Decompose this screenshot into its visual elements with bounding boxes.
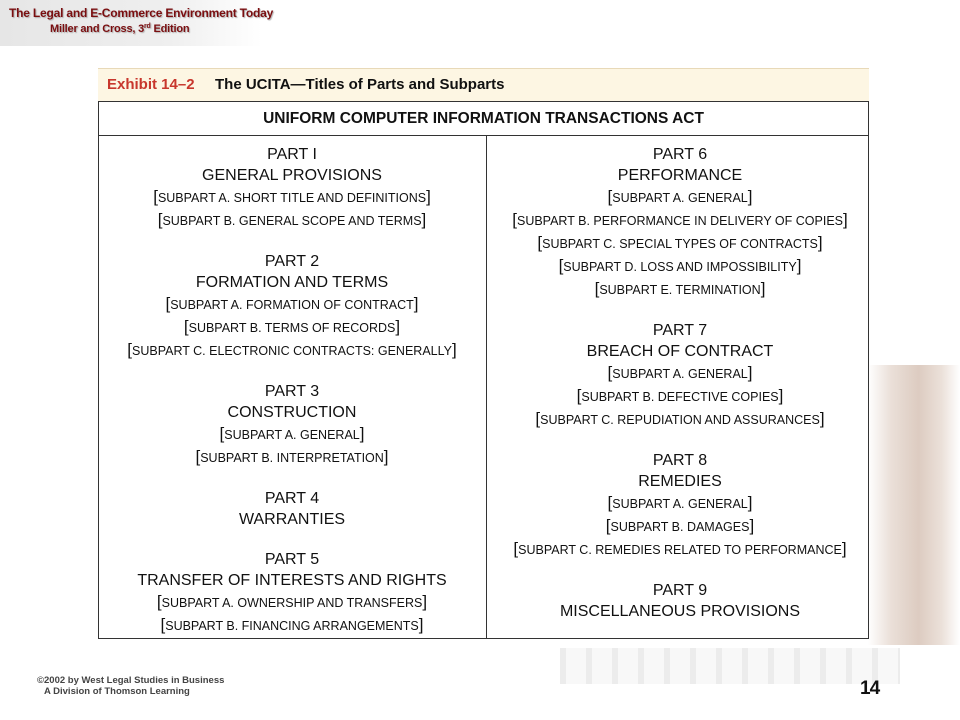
close-bracket: ] xyxy=(796,256,802,275)
subpart-text: SUBPART B. GENERAL SCOPE AND TERMS xyxy=(162,214,422,228)
subpart-entry xyxy=(487,186,873,209)
open-bracket: [ xyxy=(607,187,613,206)
part-title: FORMATION AND TERMS xyxy=(195,274,389,291)
part-block xyxy=(99,549,485,637)
close-bracket: ] xyxy=(413,294,419,313)
book-authors-edition xyxy=(50,23,189,35)
subpart-text: SUBPART B. DEFECTIVE COPIES xyxy=(581,390,779,404)
part-title: REMEDIES xyxy=(638,473,722,490)
open-bracket: [ xyxy=(607,363,613,382)
subpart-text: SUBPART B. PERFORMANCE IN DELIVERY OF COPIES xyxy=(516,214,843,228)
subpart-text: SUBPART C. REPUDIATION AND ASSURANCES xyxy=(540,413,820,427)
subpart-entry xyxy=(487,255,873,278)
subpart-text: SUBPART B. DAMAGES xyxy=(610,520,750,534)
close-bracket: ] xyxy=(817,233,823,252)
act-table xyxy=(98,101,869,639)
part-block xyxy=(487,144,873,301)
open-bracket: [ xyxy=(558,256,564,275)
close-bracket: ] xyxy=(426,187,431,206)
open-bracket: [ xyxy=(576,386,582,405)
subpart-entry xyxy=(99,591,485,614)
part-number: PART 7 xyxy=(652,322,708,339)
exhibit-label: Exhibit 14–2 xyxy=(107,76,195,93)
open-bracket: [ xyxy=(127,340,132,359)
close-bracket: ] xyxy=(383,447,389,466)
subpart-text: SUBPART A. OWNERSHIP AND TRANSFERS xyxy=(161,596,423,610)
close-bracket: ] xyxy=(843,210,848,229)
part-title: PERFORMANCE xyxy=(617,167,743,184)
subpart-text: SUBPART B. INTERPRETATION xyxy=(200,451,384,465)
header-banner xyxy=(0,0,274,46)
part-number: PART I xyxy=(267,146,317,163)
act-heading: UNIFORM COMPUTER INFORMATION TRANSACTIONS ACT xyxy=(99,102,868,136)
open-bracket: [ xyxy=(512,210,517,229)
part-title: MISCELLANEOUS PROVISIONS xyxy=(559,603,801,620)
close-bracket: ] xyxy=(778,386,784,405)
open-bracket: [ xyxy=(537,233,543,252)
open-bracket: [ xyxy=(605,516,611,535)
exhibit-title: The UCITA—Titles of Parts and Subparts xyxy=(215,76,505,93)
open-bracket: [ xyxy=(594,279,600,298)
open-bracket: [ xyxy=(165,294,171,313)
subpart-text: SUBPART C. REMEDIES RELATED TO PERFORMANCE xyxy=(518,543,842,557)
subpart-text: SUBPART A. GENERAL xyxy=(612,191,748,205)
close-bracket: ] xyxy=(747,363,753,382)
subpart-text: SUBPART C. SPECIAL TYPES OF CONTRACTS xyxy=(542,237,818,251)
close-bracket: ] xyxy=(422,592,428,611)
part-block xyxy=(99,488,485,530)
open-bracket: [ xyxy=(535,409,541,428)
open-bracket: [ xyxy=(183,317,189,336)
edition-text: Edition xyxy=(150,23,190,35)
close-bracket: ] xyxy=(451,340,457,359)
part-number: PART 6 xyxy=(652,146,708,163)
subpart-text: SUBPART E. TERMINATION xyxy=(599,283,761,297)
subpart-entry xyxy=(487,278,873,301)
close-bracket: ] xyxy=(819,409,825,428)
page-number: 14 xyxy=(860,678,880,699)
subpart-entry xyxy=(99,423,485,446)
part-title: GENERAL PROVISIONS xyxy=(202,167,382,184)
subpart-text: SUBPART B. FINANCING ARRANGEMENTS xyxy=(165,619,419,633)
subpart-text: SUBPART A. GENERAL xyxy=(224,428,360,442)
subpart-entry xyxy=(99,339,485,362)
part-block xyxy=(487,450,873,561)
publisher-line: A Division of Thomson Learning xyxy=(44,686,190,697)
open-bracket: [ xyxy=(153,187,158,206)
left-column xyxy=(99,144,485,656)
subpart-entry xyxy=(99,209,485,232)
subpart-text: SUBPART B. TERMS OF RECORDS xyxy=(188,321,396,335)
open-bracket: [ xyxy=(195,447,201,466)
close-bracket: ] xyxy=(359,424,365,443)
subpart-entry xyxy=(487,492,873,515)
close-bracket: ] xyxy=(747,187,753,206)
open-bracket: [ xyxy=(160,615,166,634)
part-number: PART 3 xyxy=(264,383,320,400)
close-bracket: ] xyxy=(395,317,401,336)
subpart-entry xyxy=(487,515,873,538)
decorative-background-image xyxy=(868,365,960,645)
exhibit-title-bar xyxy=(98,68,869,101)
close-bracket: ] xyxy=(841,539,847,558)
subpart-text: SUBPART A. GENERAL xyxy=(612,497,748,511)
subpart-entry xyxy=(487,408,873,431)
close-bracket: ] xyxy=(760,279,766,298)
open-bracket: [ xyxy=(156,592,162,611)
book-title: The Legal and E-Commerce Environment Today xyxy=(9,6,274,20)
part-block xyxy=(487,580,873,622)
subpart-entry xyxy=(487,232,873,255)
part-title: BREACH OF CONTRACT xyxy=(586,343,774,360)
subpart-entry xyxy=(99,316,485,339)
subpart-entry xyxy=(99,293,485,316)
decorative-columns-image xyxy=(560,648,900,684)
authors-text: Miller and Cross, 3 xyxy=(50,23,145,35)
part-block xyxy=(99,381,485,469)
subpart-entry xyxy=(487,209,873,232)
part-block xyxy=(99,251,485,362)
open-bracket: [ xyxy=(157,210,163,229)
subpart-entry xyxy=(99,614,485,637)
open-bracket: [ xyxy=(219,424,225,443)
close-bracket: ] xyxy=(418,615,424,634)
subpart-entry xyxy=(99,186,485,209)
part-number: PART 9 xyxy=(652,582,708,599)
part-number: PART 5 xyxy=(264,551,320,568)
subpart-text: SUBPART A. SHORT TITLE AND DEFINITIONS xyxy=(157,191,427,205)
part-title: CONSTRUCTION xyxy=(227,404,357,421)
part-title: WARRANTIES xyxy=(238,511,346,528)
subpart-text: SUBPART A. FORMATION OF CONTRACT xyxy=(170,298,414,312)
right-column xyxy=(487,144,873,641)
part-number: PART 2 xyxy=(264,253,320,270)
subpart-entry xyxy=(487,538,873,561)
close-bracket: ] xyxy=(749,516,755,535)
subpart-text: SUBPART C. ELECTRONIC CONTRACTS: GENERALLY xyxy=(132,344,452,358)
subpart-entry xyxy=(99,446,485,469)
close-bracket: ] xyxy=(421,210,427,229)
part-title: TRANSFER OF INTERESTS AND RIGHTS xyxy=(137,572,447,589)
subpart-text: SUBPART D. LOSS AND IMPOSSIBILITY xyxy=(563,260,797,274)
close-bracket: ] xyxy=(747,493,753,512)
edition-superscript: rd xyxy=(144,23,151,30)
part-number: PART 4 xyxy=(264,490,320,507)
open-bracket: [ xyxy=(607,493,613,512)
part-block xyxy=(99,144,485,232)
part-block xyxy=(487,320,873,431)
part-number: PART 8 xyxy=(652,452,708,469)
copyright-line: ©2002 by West Legal Studies in Business xyxy=(37,675,225,686)
subpart-text: SUBPART A. GENERAL xyxy=(612,367,748,381)
subpart-entry xyxy=(487,385,873,408)
subpart-entry xyxy=(487,362,873,385)
open-bracket: [ xyxy=(513,539,519,558)
